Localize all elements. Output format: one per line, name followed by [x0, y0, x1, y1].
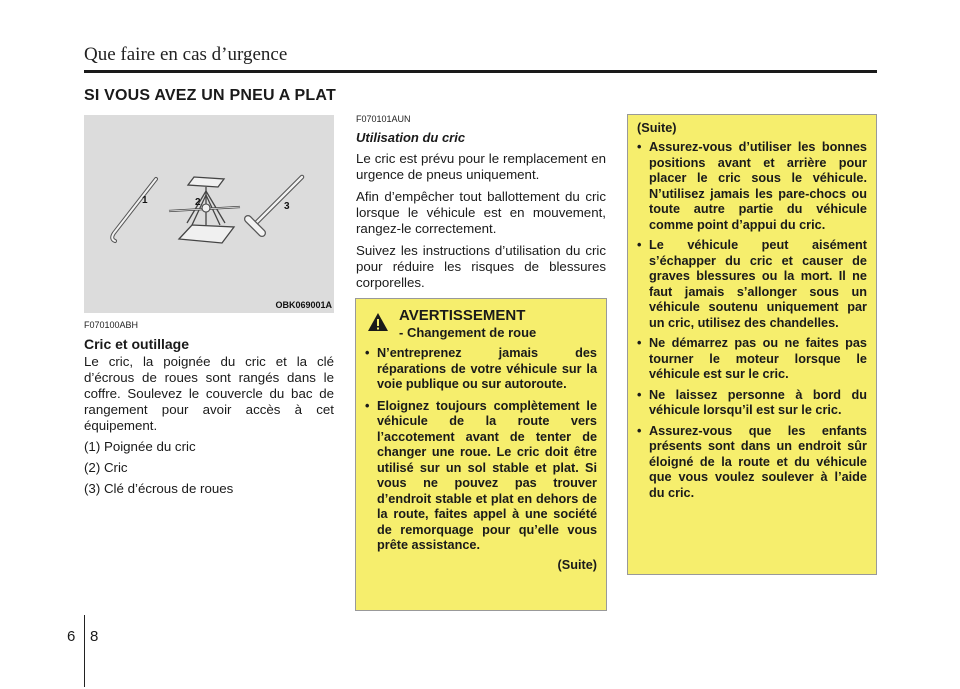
warning-subtitle: - Changement de roue	[399, 325, 537, 340]
figure-label-3: 3	[284, 201, 290, 212]
page-number: 8	[90, 628, 99, 645]
jack-usage-section	[356, 114, 606, 291]
note-bullet: • Le véhicule peut aisément s’échapper du cric et causer de graves blessures ou la mort. Il ne faut jamais s’allonger sous un véhicule soutenu uniquement par un cric, utilisez des chandelles.	[637, 238, 867, 331]
warning-triangle-icon	[367, 312, 389, 337]
jack-usage-heading: Utilisation du cric	[356, 130, 466, 145]
header-rule	[84, 70, 877, 73]
tools-section	[84, 320, 334, 497]
note-bullet: • Assurez-vous que les enfants présents sont dans un endroit sûr éloigné de la route et du véhicule que vous voulez soulever à l’aide du cric.	[637, 424, 867, 502]
figure-label-1: 1	[142, 195, 148, 206]
warning-bullet: • Eloignez toujours complètement le véhicule de la route vers l’accotement avant de tenter de changer une roue. Le cric doit être utilisé sur un sol stable et plat. Si vous ne pouvez pas trouver d’endroit stable et plat en dehors de la route, faites appel à une société de remorquage pour qu’elle vous prête assistance.	[365, 399, 597, 554]
note-bullet: • Ne démarrez pas ou ne faites pas tourner le moteur lorsque le véhicule est sur le cric.	[637, 336, 867, 383]
figure-label-2: 2	[195, 197, 201, 208]
figure-code: OBK069001A	[275, 300, 332, 310]
tools-paragraph: Le cric, la poignée du cric et la clé d’écrous de roues sont rangés dans le coffre. Soulevez le couvercle du bac de rangement pour avoir accès à cet équipement.	[84, 354, 334, 433]
continued-label: (Suite)	[557, 557, 597, 572]
warning-bullet: • N’entreprenez jamais des réparations de votre véhicule sur la voie publique ou sur autoroute.	[365, 346, 597, 393]
note-bullet: • Ne laissez personne à bord du véhicule lorsqu’il est sur le cric.	[637, 388, 867, 419]
usage-paragraph-2: Afin d’empêcher tout ballottement du cric lorsque le véhicule est en mouvement, rangez-le correctement.	[356, 189, 606, 236]
list-item-wrench: (3) Clé d’écrous de roues	[84, 481, 234, 496]
warning-box	[355, 298, 607, 611]
warning-title: AVERTISSEMENT	[399, 307, 526, 324]
chapter-title: Que faire en cas d’urgence	[84, 44, 288, 65]
section-title: SI VOUS AVEZ UN PNEU A PLAT	[84, 87, 336, 104]
section-code: F070101AUN	[356, 114, 411, 124]
list-item-handle: (1) Poignée du cric	[84, 439, 196, 454]
section-code: F070100ABH	[84, 320, 139, 330]
usage-paragraph-1: Le cric est prévu pour le remplacement en urgence de pneus uniquement.	[356, 151, 606, 182]
list-item-jack: (2) Cric	[84, 460, 128, 475]
usage-paragraph-3: Suivez les instructions d’utilisation du cric pour réduire les risques de blessures corporelles.	[356, 243, 606, 290]
jack-handle-drawing	[112, 179, 156, 241]
warning-header	[365, 307, 597, 340]
note-bullet: • Assurez-vous d’utiliser les bonnes positions avant et arrière pour placer le cric sous le véhicule. N’utilisez jamais les pare-chocs ou toute autre partie du véhicule comme point d’appui du cric.	[637, 140, 867, 233]
wheel-wrench-drawing	[248, 177, 302, 233]
jack-drawing	[169, 177, 240, 243]
tools-heading: Cric et outillage	[84, 336, 190, 352]
page-number-divider	[84, 615, 85, 687]
jack-tools-figure	[84, 115, 334, 313]
jack-tools-illustration	[84, 115, 334, 313]
warning-continued-box	[627, 114, 877, 575]
continued-heading: (Suite)	[637, 121, 677, 135]
chapter-number: 6	[67, 628, 76, 645]
